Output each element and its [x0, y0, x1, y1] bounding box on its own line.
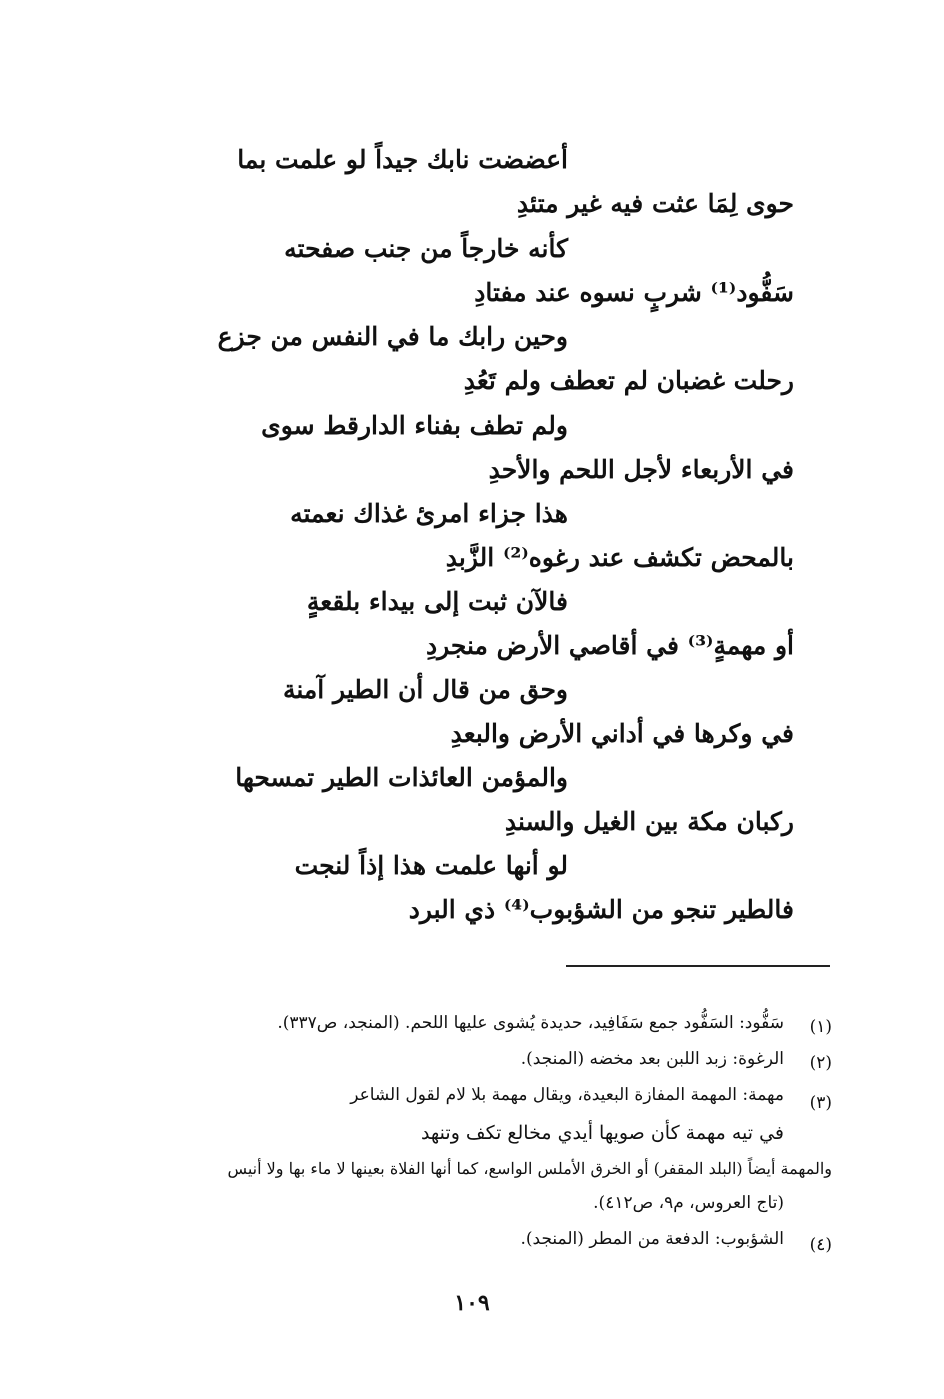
verse-line-1: أعضضت نابك جيداً لو علمت بما — [237, 145, 568, 174]
footnote-divider — [566, 965, 830, 967]
footnote-1: سَفُّود: السَفُّود جمع سَفَافِيد، حديدة يُشوى عليها اللحم. (المنجد، ص٣٣٧). — [277, 1013, 784, 1033]
verse-line-13: وحق من قال أن الطير آمنة — [282, 675, 568, 704]
verse-line-6: رحلت غضبان لم تعطف ولم تَعُدِ — [463, 366, 794, 395]
verse-line-8: في الأربعاء لأجل اللحم والأحدِ — [488, 455, 794, 484]
footnote-number-2: (٢) — [809, 1053, 832, 1073]
footnote-2: الرغوة: زبد اللبن بعد مخضه (المنجد). — [520, 1049, 784, 1069]
verse-line-10: بالمحض تكشف عند رغوه⁽²⁾ الزَّبدِ — [445, 543, 794, 572]
footnote-3-verse: في تيه مهمة كأن صويها أيدي مخالع تكف وتنهد — [420, 1122, 784, 1144]
verse-line-15: والمؤمن العائذات الطير تمسحها — [235, 763, 568, 792]
footnote-number-3: (٣) — [809, 1093, 832, 1113]
verse-line-16: ركبان مكة بين الغيل والسندِ — [504, 807, 794, 836]
verse-line-7: ولم تطف بفناء الدارقط سوى — [261, 411, 568, 440]
page-number: ١٠٩ — [454, 1290, 490, 1316]
verse-line-14: في وكرها في أداني الأرض والبعدِ — [450, 719, 794, 748]
verse-line-2: حوى لِمَا عثت فيه غير متئدِ — [516, 189, 794, 218]
verse-line-11: فالآن ثبت إلى بيداء بلقعةٍ — [306, 587, 568, 616]
footnote-number-1: (١) — [809, 1017, 832, 1037]
verse-line-3: كأنه خارجاً من جنب صفحته — [284, 234, 568, 263]
verse-line-18: فالطير تنجو من الشؤبوب⁽⁴⁾ ذي البرد — [408, 895, 794, 924]
verse-line-4: سَفُّود⁽¹⁾ شربٍ نسوه عند مفتادِ — [474, 278, 794, 307]
footnote-3-continuation: والمهمة أيضاً (البلد المقفر) أو الخرق الأملس الواسع، كما أنها الفلاة بعينها لا ماء بها ولا أنيس — [227, 1159, 832, 1178]
footnote-number-4: (٤) — [809, 1235, 832, 1255]
verse-line-17: لو أنها علمت هذا إذاً لنجت — [294, 851, 568, 880]
footnote-4: الشؤبوب: الدفعة من المطر (المنجد). — [520, 1229, 784, 1249]
verse-line-5: وحين رابك ما في النفس من جزع — [217, 322, 568, 351]
verse-line-9: هذا جزاء امرئ غذاك نعمته — [290, 499, 568, 528]
footnote-3: مهمة: المهمة المفازة البعيدة، ويقال مهمة بلا لام لقول الشاعر — [350, 1085, 784, 1105]
verse-line-12: أو مهمةٍ⁽³⁾ في أقاصي الأرض منجردِ — [425, 631, 794, 660]
footnote-3-source: (تاج العروس، م٩، ص٤١٢). — [593, 1193, 784, 1213]
